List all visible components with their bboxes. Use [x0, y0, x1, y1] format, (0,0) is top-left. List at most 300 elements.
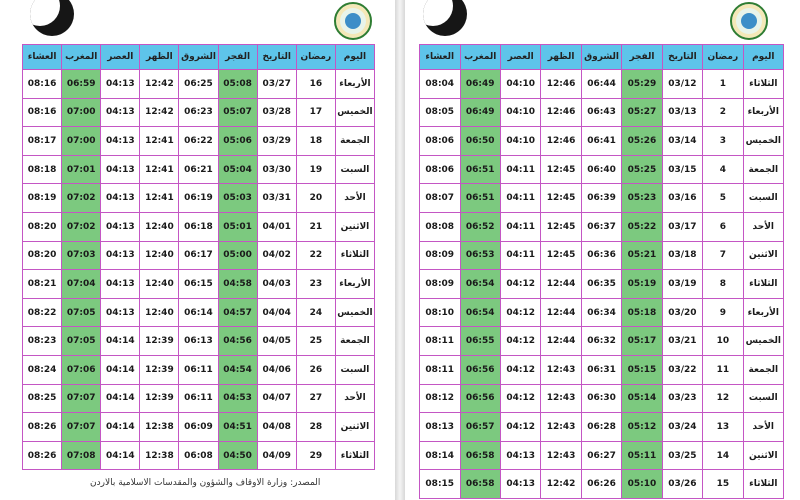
cell-maghrib: 06:58	[460, 470, 500, 499]
cell-ramadan-day: 17	[296, 98, 335, 127]
cell-fajr: 05:29	[622, 70, 662, 99]
cell-asr: 04:10	[500, 127, 540, 156]
cell-isha: 08:16	[23, 70, 62, 99]
cell-asr: 04:13	[101, 241, 140, 270]
cell-date: 03/22	[662, 355, 702, 384]
cell-day: الثلاثاء	[335, 241, 374, 270]
cell-dhuhr: 12:42	[541, 470, 581, 499]
cell-maghrib: 06:56	[460, 384, 500, 413]
cell-ramadan-day: 7	[703, 241, 743, 270]
table-row	[420, 127, 784, 156]
table-row	[420, 441, 784, 470]
cell-ramadan-day: 26	[296, 355, 335, 384]
cell-maghrib: 07:00	[62, 98, 101, 127]
cell-date: 04/08	[257, 413, 296, 442]
cell-asr: 04:14	[101, 413, 140, 442]
cell-isha: 08:17	[23, 127, 62, 156]
cell-sunrise: 06:35	[581, 270, 621, 299]
table-row	[420, 270, 784, 299]
cell-day: الخميس	[335, 98, 374, 127]
cell-isha: 08:09	[420, 270, 461, 299]
cell-ramadan-day: 13	[703, 413, 743, 442]
cell-day: الأربعاء	[743, 298, 783, 327]
table-header-row	[23, 45, 375, 70]
header-day: اليوم	[335, 45, 374, 70]
cell-ramadan-day: 6	[703, 212, 743, 241]
cell-asr: 04:11	[500, 241, 540, 270]
cell-day: الاثنين	[335, 212, 374, 241]
cell-sunrise: 06:28	[581, 413, 621, 442]
cell-sunrise: 06:41	[581, 127, 621, 156]
cell-date: 04/05	[257, 327, 296, 356]
cell-fajr: 05:10	[622, 470, 662, 499]
cell-fajr: 05:06	[218, 127, 257, 156]
cell-ramadan-day: 28	[296, 413, 335, 442]
cell-maghrib: 07:07	[62, 413, 101, 442]
table-row	[23, 184, 375, 213]
cell-maghrib: 07:02	[62, 184, 101, 213]
cell-sunrise: 06:15	[179, 270, 218, 299]
cell-fajr: 04:57	[218, 298, 257, 327]
cell-date: 03/28	[257, 98, 296, 127]
cell-fajr: 04:50	[218, 441, 257, 470]
cell-sunrise: 06:23	[179, 98, 218, 127]
table-row	[23, 355, 375, 384]
header-ramadan: رمضان	[703, 45, 743, 70]
source-caption: المصدر: وزارة الاوقاف والشؤون والمقدسات الاسلامية بالاردن	[90, 478, 321, 488]
header-ramadan: رمضان	[296, 45, 335, 70]
cell-day: السبت	[743, 384, 783, 413]
cell-fajr: 05:14	[622, 384, 662, 413]
cell-dhuhr: 12:40	[140, 241, 179, 270]
cell-maghrib: 07:05	[62, 327, 101, 356]
table-row	[420, 70, 784, 99]
cell-isha: 08:11	[420, 327, 461, 356]
cell-dhuhr: 12:44	[541, 298, 581, 327]
cell-ramadan-day: 5	[703, 184, 743, 213]
cell-day: الاثنين	[743, 441, 783, 470]
cell-date: 03/13	[662, 98, 702, 127]
cell-maghrib: 06:54	[460, 298, 500, 327]
cell-ramadan-day: 8	[703, 270, 743, 299]
cell-maghrib: 07:05	[62, 298, 101, 327]
cell-sunrise: 06:22	[179, 127, 218, 156]
cell-isha: 08:20	[23, 241, 62, 270]
cell-date: 04/09	[257, 441, 296, 470]
cell-isha: 08:13	[420, 413, 461, 442]
cell-isha: 08:07	[420, 184, 461, 213]
cell-isha: 08:26	[23, 441, 62, 470]
cell-date: 04/03	[257, 270, 296, 299]
cell-asr: 04:12	[500, 270, 540, 299]
cell-asr: 04:13	[101, 298, 140, 327]
cell-isha: 08:12	[420, 384, 461, 413]
cell-ramadan-day: 29	[296, 441, 335, 470]
header-maghrib: المغرب	[62, 45, 101, 70]
cell-date: 03/27	[257, 70, 296, 99]
cell-date: 03/23	[662, 384, 702, 413]
table-row	[23, 270, 375, 299]
cell-asr: 04:13	[101, 70, 140, 99]
cell-sunrise: 06:34	[581, 298, 621, 327]
cell-maghrib: 06:49	[460, 70, 500, 99]
cell-day: الخميس	[743, 127, 783, 156]
cell-asr: 04:10	[500, 98, 540, 127]
table-row	[23, 155, 375, 184]
table-row	[23, 241, 375, 270]
cell-ramadan-day: 21	[296, 212, 335, 241]
cell-day: الأحد	[743, 212, 783, 241]
cell-ramadan-day: 12	[703, 384, 743, 413]
cell-day: الأربعاء	[335, 270, 374, 299]
cell-sunrise: 06:21	[179, 155, 218, 184]
cell-maghrib: 06:50	[460, 127, 500, 156]
cell-day: الأحد	[335, 184, 374, 213]
cell-isha: 08:11	[420, 355, 461, 384]
cell-day: الثلاثاء	[743, 470, 783, 499]
cell-fajr: 04:54	[218, 355, 257, 384]
cell-day: الثلاثاء	[743, 70, 783, 99]
cell-dhuhr: 12:41	[140, 155, 179, 184]
cell-fajr: 05:08	[218, 70, 257, 99]
cell-asr: 04:14	[101, 355, 140, 384]
cell-ramadan-day: 27	[296, 384, 335, 413]
ministry-emblem-icon	[730, 2, 768, 40]
cell-fajr: 05:17	[622, 327, 662, 356]
table-row	[420, 413, 784, 442]
header-asr: العصر	[101, 45, 140, 70]
cell-maghrib: 06:51	[460, 155, 500, 184]
cell-day: الخميس	[335, 298, 374, 327]
cell-dhuhr: 12:44	[541, 270, 581, 299]
cell-ramadan-day: 25	[296, 327, 335, 356]
cell-sunrise: 06:18	[179, 212, 218, 241]
cell-dhuhr: 12:39	[140, 355, 179, 384]
cell-maghrib: 06:54	[460, 270, 500, 299]
table-row	[420, 155, 784, 184]
cell-isha: 08:26	[23, 413, 62, 442]
cell-dhuhr: 12:39	[140, 327, 179, 356]
cell-day: السبت	[335, 155, 374, 184]
cell-day: الأحد	[335, 384, 374, 413]
cell-maghrib: 07:00	[62, 127, 101, 156]
cell-isha: 08:21	[23, 270, 62, 299]
cell-sunrise: 06:37	[581, 212, 621, 241]
cell-maghrib: 07:08	[62, 441, 101, 470]
cell-asr: 04:14	[101, 327, 140, 356]
cell-dhuhr: 12:42	[140, 98, 179, 127]
cell-fajr: 04:53	[218, 384, 257, 413]
cell-asr: 04:13	[101, 212, 140, 241]
cell-sunrise: 06:36	[581, 241, 621, 270]
cell-sunrise: 06:09	[179, 413, 218, 442]
cell-maghrib: 06:52	[460, 212, 500, 241]
cell-day: الاثنين	[335, 413, 374, 442]
cell-sunrise: 06:17	[179, 241, 218, 270]
cell-dhuhr: 12:38	[140, 413, 179, 442]
cell-date: 03/30	[257, 155, 296, 184]
cell-ramadan-day: 14	[703, 441, 743, 470]
cell-sunrise: 06:27	[581, 441, 621, 470]
header-day: اليوم	[743, 45, 783, 70]
table-row	[420, 327, 784, 356]
cell-date: 03/17	[662, 212, 702, 241]
cell-isha: 08:14	[420, 441, 461, 470]
cell-ramadan-day: 24	[296, 298, 335, 327]
cell-fajr: 05:01	[218, 212, 257, 241]
cell-sunrise: 06:25	[179, 70, 218, 99]
cell-fajr: 05:07	[218, 98, 257, 127]
cell-asr: 04:12	[500, 384, 540, 413]
header-fajr: الفجر	[218, 45, 257, 70]
cell-sunrise: 06:32	[581, 327, 621, 356]
cell-isha: 08:04	[420, 70, 461, 99]
cell-sunrise: 06:08	[179, 441, 218, 470]
cell-date: 03/12	[662, 70, 702, 99]
cell-fajr: 05:12	[622, 413, 662, 442]
cell-day: الجمعة	[743, 355, 783, 384]
cell-day: السبت	[335, 355, 374, 384]
cell-fajr: 04:51	[218, 413, 257, 442]
prayer-times-table-left	[22, 44, 375, 470]
cell-dhuhr: 12:45	[541, 241, 581, 270]
right-page	[405, 0, 800, 500]
header-isha: العشاء	[420, 45, 461, 70]
cell-fajr: 05:23	[622, 184, 662, 213]
cell-sunrise: 06:30	[581, 384, 621, 413]
cell-sunrise: 06:43	[581, 98, 621, 127]
header-fajr: الفجر	[622, 45, 662, 70]
cell-day: الاثنين	[743, 241, 783, 270]
table-row	[23, 441, 375, 470]
header-date: التاريخ	[662, 45, 702, 70]
cell-ramadan-day: 16	[296, 70, 335, 99]
cell-date: 03/16	[662, 184, 702, 213]
cell-maghrib: 07:02	[62, 212, 101, 241]
cell-asr: 04:13	[101, 98, 140, 127]
cell-isha: 08:06	[420, 155, 461, 184]
cell-date: 03/19	[662, 270, 702, 299]
cell-dhuhr: 12:46	[541, 70, 581, 99]
cell-maghrib: 07:01	[62, 155, 101, 184]
cell-asr: 04:10	[500, 70, 540, 99]
cell-fajr: 05:15	[622, 355, 662, 384]
cell-fajr: 05:22	[622, 212, 662, 241]
cell-dhuhr: 12:45	[541, 155, 581, 184]
cell-sunrise: 06:31	[581, 355, 621, 384]
cell-day: الثلاثاء	[335, 441, 374, 470]
cell-maghrib: 06:56	[460, 355, 500, 384]
cell-isha: 08:15	[420, 470, 461, 499]
cell-dhuhr: 12:40	[140, 212, 179, 241]
cell-isha: 08:16	[23, 98, 62, 127]
cell-day: الخميس	[743, 327, 783, 356]
cell-ramadan-day: 2	[703, 98, 743, 127]
cell-sunrise: 06:14	[179, 298, 218, 327]
header-maghrib: المغرب	[460, 45, 500, 70]
table-row	[420, 298, 784, 327]
cell-maghrib: 06:59	[62, 70, 101, 99]
cell-dhuhr: 12:39	[140, 384, 179, 413]
cell-maghrib: 06:58	[460, 441, 500, 470]
cell-asr: 04:13	[101, 155, 140, 184]
cell-maghrib: 06:55	[460, 327, 500, 356]
cell-asr: 04:12	[500, 413, 540, 442]
cell-ramadan-day: 15	[703, 470, 743, 499]
cell-sunrise: 06:44	[581, 70, 621, 99]
book-gutter	[395, 0, 405, 500]
cell-dhuhr: 12:42	[140, 70, 179, 99]
header-asr: العصر	[500, 45, 540, 70]
cell-asr: 04:12	[500, 355, 540, 384]
cell-isha: 08:05	[420, 98, 461, 127]
table-row	[420, 212, 784, 241]
cell-asr: 04:14	[101, 384, 140, 413]
crescent-moon-icon	[30, 0, 74, 36]
cell-date: 03/31	[257, 184, 296, 213]
cell-fajr: 05:27	[622, 98, 662, 127]
cell-ramadan-day: 4	[703, 155, 743, 184]
cell-fajr: 05:03	[218, 184, 257, 213]
cell-dhuhr: 12:45	[541, 184, 581, 213]
cell-maghrib: 07:06	[62, 355, 101, 384]
cell-sunrise: 06:40	[581, 155, 621, 184]
cell-sunrise: 06:11	[179, 355, 218, 384]
cell-isha: 08:09	[420, 241, 461, 270]
cell-date: 03/21	[662, 327, 702, 356]
table-row	[23, 384, 375, 413]
cell-date: 04/06	[257, 355, 296, 384]
table-row	[420, 355, 784, 384]
cell-sunrise: 06:13	[179, 327, 218, 356]
cell-isha: 08:06	[420, 127, 461, 156]
cell-asr: 04:13	[101, 127, 140, 156]
cell-ramadan-day: 22	[296, 241, 335, 270]
cell-dhuhr: 12:41	[140, 127, 179, 156]
cell-isha: 08:20	[23, 212, 62, 241]
cell-ramadan-day: 9	[703, 298, 743, 327]
cell-maghrib: 06:53	[460, 241, 500, 270]
cell-date: 04/04	[257, 298, 296, 327]
cell-dhuhr: 12:45	[541, 212, 581, 241]
cell-day: الأربعاء	[335, 70, 374, 99]
cell-asr: 04:11	[500, 155, 540, 184]
ministry-emblem-icon	[334, 2, 372, 40]
cell-sunrise: 06:39	[581, 184, 621, 213]
cell-date: 04/02	[257, 241, 296, 270]
cell-asr: 04:14	[101, 441, 140, 470]
cell-fajr: 05:21	[622, 241, 662, 270]
cell-date: 03/25	[662, 441, 702, 470]
crescent-moon-icon	[423, 0, 467, 36]
cell-isha: 08:18	[23, 155, 62, 184]
cell-asr: 04:11	[500, 212, 540, 241]
cell-asr: 04:13	[101, 270, 140, 299]
cell-day: الثلاثاء	[743, 270, 783, 299]
cell-ramadan-day: 19	[296, 155, 335, 184]
header-isha: العشاء	[23, 45, 62, 70]
cell-ramadan-day: 18	[296, 127, 335, 156]
cell-date: 03/15	[662, 155, 702, 184]
cell-ramadan-day: 23	[296, 270, 335, 299]
cell-dhuhr: 12:46	[541, 127, 581, 156]
cell-dhuhr: 12:38	[140, 441, 179, 470]
cell-maghrib: 07:07	[62, 384, 101, 413]
cell-fajr: 05:26	[622, 127, 662, 156]
table-row	[420, 384, 784, 413]
cell-date: 03/24	[662, 413, 702, 442]
header-sunrise: الشروق	[179, 45, 218, 70]
table-row	[23, 98, 375, 127]
header-date: التاريخ	[257, 45, 296, 70]
left-page	[0, 0, 395, 500]
cell-date: 03/14	[662, 127, 702, 156]
cell-isha: 08:19	[23, 184, 62, 213]
cell-ramadan-day: 10	[703, 327, 743, 356]
table-row	[420, 470, 784, 499]
cell-day: الأحد	[743, 413, 783, 442]
cell-fajr: 05:25	[622, 155, 662, 184]
cell-maghrib: 07:03	[62, 241, 101, 270]
cell-dhuhr: 12:43	[541, 441, 581, 470]
cell-isha: 08:22	[23, 298, 62, 327]
cell-ramadan-day: 3	[703, 127, 743, 156]
table-row	[23, 327, 375, 356]
cell-day: الجمعة	[335, 127, 374, 156]
cell-ramadan-day: 11	[703, 355, 743, 384]
cell-isha: 08:10	[420, 298, 461, 327]
cell-sunrise: 06:26	[581, 470, 621, 499]
cell-dhuhr: 12:40	[140, 298, 179, 327]
cell-date: 03/26	[662, 470, 702, 499]
cell-asr: 04:13	[500, 470, 540, 499]
cell-fajr: 05:04	[218, 155, 257, 184]
table-row	[23, 70, 375, 99]
cell-asr: 04:13	[101, 184, 140, 213]
cell-isha: 08:23	[23, 327, 62, 356]
cell-isha: 08:24	[23, 355, 62, 384]
cell-maghrib: 06:49	[460, 98, 500, 127]
cell-day: السبت	[743, 184, 783, 213]
table-row	[23, 212, 375, 241]
table-header-row	[420, 45, 784, 70]
cell-asr: 04:11	[500, 184, 540, 213]
cell-day: الأربعاء	[743, 98, 783, 127]
cell-fajr: 04:56	[218, 327, 257, 356]
table-row	[420, 184, 784, 213]
header-dhuhr: الظهر	[140, 45, 179, 70]
cell-ramadan-day: 1	[703, 70, 743, 99]
cell-ramadan-day: 20	[296, 184, 335, 213]
table-row	[23, 413, 375, 442]
cell-isha: 08:08	[420, 212, 461, 241]
table-row	[420, 98, 784, 127]
cell-asr: 04:12	[500, 298, 540, 327]
cell-dhuhr: 12:40	[140, 270, 179, 299]
prayer-times-table-right	[419, 44, 784, 499]
cell-dhuhr: 12:43	[541, 384, 581, 413]
cell-maghrib: 07:04	[62, 270, 101, 299]
cell-asr: 04:12	[500, 327, 540, 356]
table-row	[420, 241, 784, 270]
table-row	[23, 298, 375, 327]
cell-sunrise: 06:19	[179, 184, 218, 213]
cell-sunrise: 06:11	[179, 384, 218, 413]
table-row	[23, 127, 375, 156]
cell-isha: 08:25	[23, 384, 62, 413]
header-dhuhr: الظهر	[541, 45, 581, 70]
cell-fajr: 04:58	[218, 270, 257, 299]
